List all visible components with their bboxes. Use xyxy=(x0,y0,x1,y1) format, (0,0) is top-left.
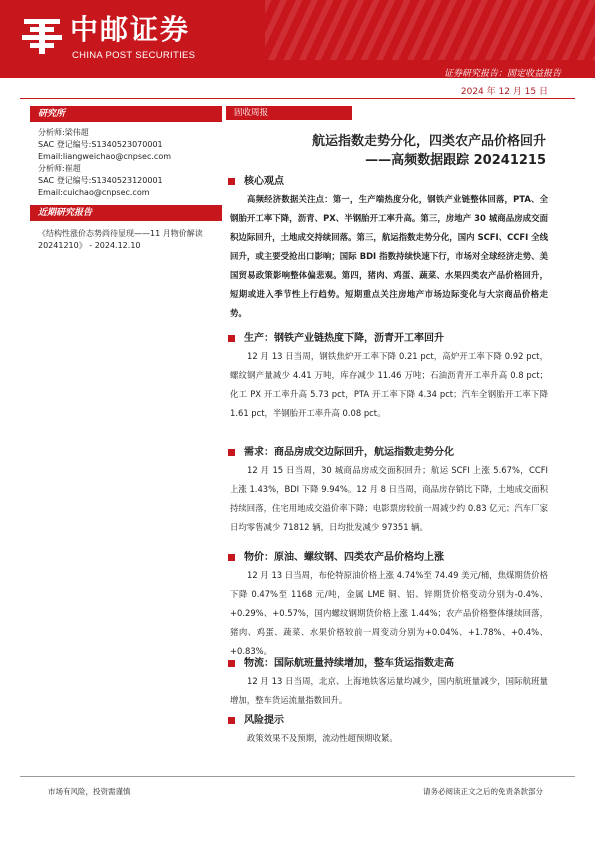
square-bullet-icon xyxy=(228,660,235,667)
square-bullet-icon xyxy=(228,717,235,724)
square-bullet-icon xyxy=(228,554,235,561)
section-paragraph: 12 月 13 日当周，北京、上海地铁客运量均减少，国内航班量减少，国际航班量增加，整车货运流量指数回升。 xyxy=(230,676,548,705)
section-paragraph: 12 月 13 日当周，布伦特原油价格上涨 4.74%至 74.49 美元/桶，焦煤期货价格下降 0.47%至 1168 元/吨，金属 LME 铜、铝、锌期货价格变动分别为-0.4%、+0.29%、+0.57%，国内螺纹钢期货价格上涨 1.44%；农产品价格整体继续回落，猪肉、鸡蛋、蔬菜、水果价格较前一周变动分别为+0.04%、+1.78%、+0.4%、+0.83%。 xyxy=(230,570,548,656)
section-title: 核心观点 xyxy=(244,176,284,187)
square-bullet-icon xyxy=(228,449,235,456)
banner-decoration xyxy=(265,0,595,60)
section-title: 风险提示 xyxy=(244,715,284,726)
section-title: 物流：国际航班量持续增加，整车货运指数走高 xyxy=(244,658,454,669)
analyst-email-1[interactable]: Email:liangweichao@cnpsec.com xyxy=(38,152,172,161)
section-paragraph: 12 月 13 日当周，钢铁焦炉开工率下降 0.21 pct，高炉开工率下降 0.92 pct，螺纹钢产量减少 4.41 万吨，库存减少 11.46 万吨；石油沥青开工率升高 0.8 pct；化工 PX 开工率升高 5.73 pct，PTA 开工率下降 4.34 pct；汽车全钢胎开工率下降 1.61 pct，半钢胎开工率升高 0.08 pct。 xyxy=(230,351,548,418)
section-title: 生产：钢铁产业链热度下降，沥青开工率回升 xyxy=(244,333,444,344)
section-title: 物价：原油、螺纹钢、四类农产品价格均上涨 xyxy=(244,552,444,563)
footer-disclaimer-notice: 请务必阅读正文之后的免责条款部分 xyxy=(423,787,543,796)
analyst-name-2: 分析师:崔超 xyxy=(38,164,81,173)
header-banner xyxy=(0,0,595,78)
analyst-sac-1: SAC 登记编号:S1340523070001 xyxy=(38,140,163,149)
logo-english-name: CHINA POST SECURITIES xyxy=(72,50,196,61)
header-divider xyxy=(20,98,575,99)
china-post-logo-icon xyxy=(20,16,64,56)
section-paragraph: 高频经济数据关注点：第一，生产端热度分化，钢铁产业链整体回落，PTA、全钢胎开工率下降，沥青、PX、半钢胎开工率升高。第三，房地产 30 城商品房成交面积边际回升，土地成交持续回落。第三，航运指数走势分化，国内 SCFI、CCFI 全线回升，或主要受抢出口影响；国际 BDI 指数持续快速下行，市场对全球经济走势、美国贸易政策影响整体偏悲观。第四，猪肉、鸡蛋、蔬菜、水果四类农产品价格回升，短期或进入季节性上行趋势。短期重点关注房地产市场边际变化与大宗商品价格走势。 xyxy=(230,194,548,318)
research-institute-header: 研究所 xyxy=(30,106,222,122)
report-date: 2024 年 12 月 15 日 xyxy=(460,87,548,97)
section-paragraph: 12 月 15 日当周，30 城商品房成交面积回升；航运 SCFI 上涨 5.67%，CCFI 上涨 1.43%，BDI 下降 9.94%。12 月 8 日当周，商品房存销比下降，土地成交面积持续回落，住宅用地成交溢价率下降；电影票房较前一周减少约 0.83 亿元；汽车厂家日均零售减少 71812 辆，日均批发减少 97351 辆。 xyxy=(230,465,548,532)
analyst-sac-2: SAC 登记编号:S1340523120001 xyxy=(38,176,163,185)
footer-divider xyxy=(20,776,575,777)
report-subtitle: ——高频数据跟踪 20241215 xyxy=(365,153,546,168)
section-paragraph: 政策效果不及预期，流动性超预期收紧。 xyxy=(247,733,398,743)
square-bullet-icon xyxy=(228,335,235,342)
report-category-tag: 固收周报 xyxy=(226,106,352,120)
recent-reports-header: 近期研究报告 xyxy=(30,205,222,221)
analyst-name-1: 分析师:梁伟超 xyxy=(38,128,89,137)
section-title: 需求：商品房成交边际回升，航运指数走势分化 xyxy=(244,447,454,458)
square-bullet-icon xyxy=(228,178,235,185)
footer-risk-notice: 市场有风险，投资需谨慎 xyxy=(48,787,131,796)
report-title: 航运指数走势分化，四类农产品价格回升 xyxy=(311,134,546,149)
logo-chinese-name: 中邮证券 xyxy=(70,13,191,46)
report-type: 证券研究报告：固定收益报告 xyxy=(443,69,561,78)
analyst-email-2[interactable]: Email:cuichao@cnpsec.com xyxy=(38,188,150,197)
recent-report-link[interactable]: 《结构性涨价态势尚待显现——11 月物价解读 20241210》 - 2024.12.10 xyxy=(38,229,203,250)
